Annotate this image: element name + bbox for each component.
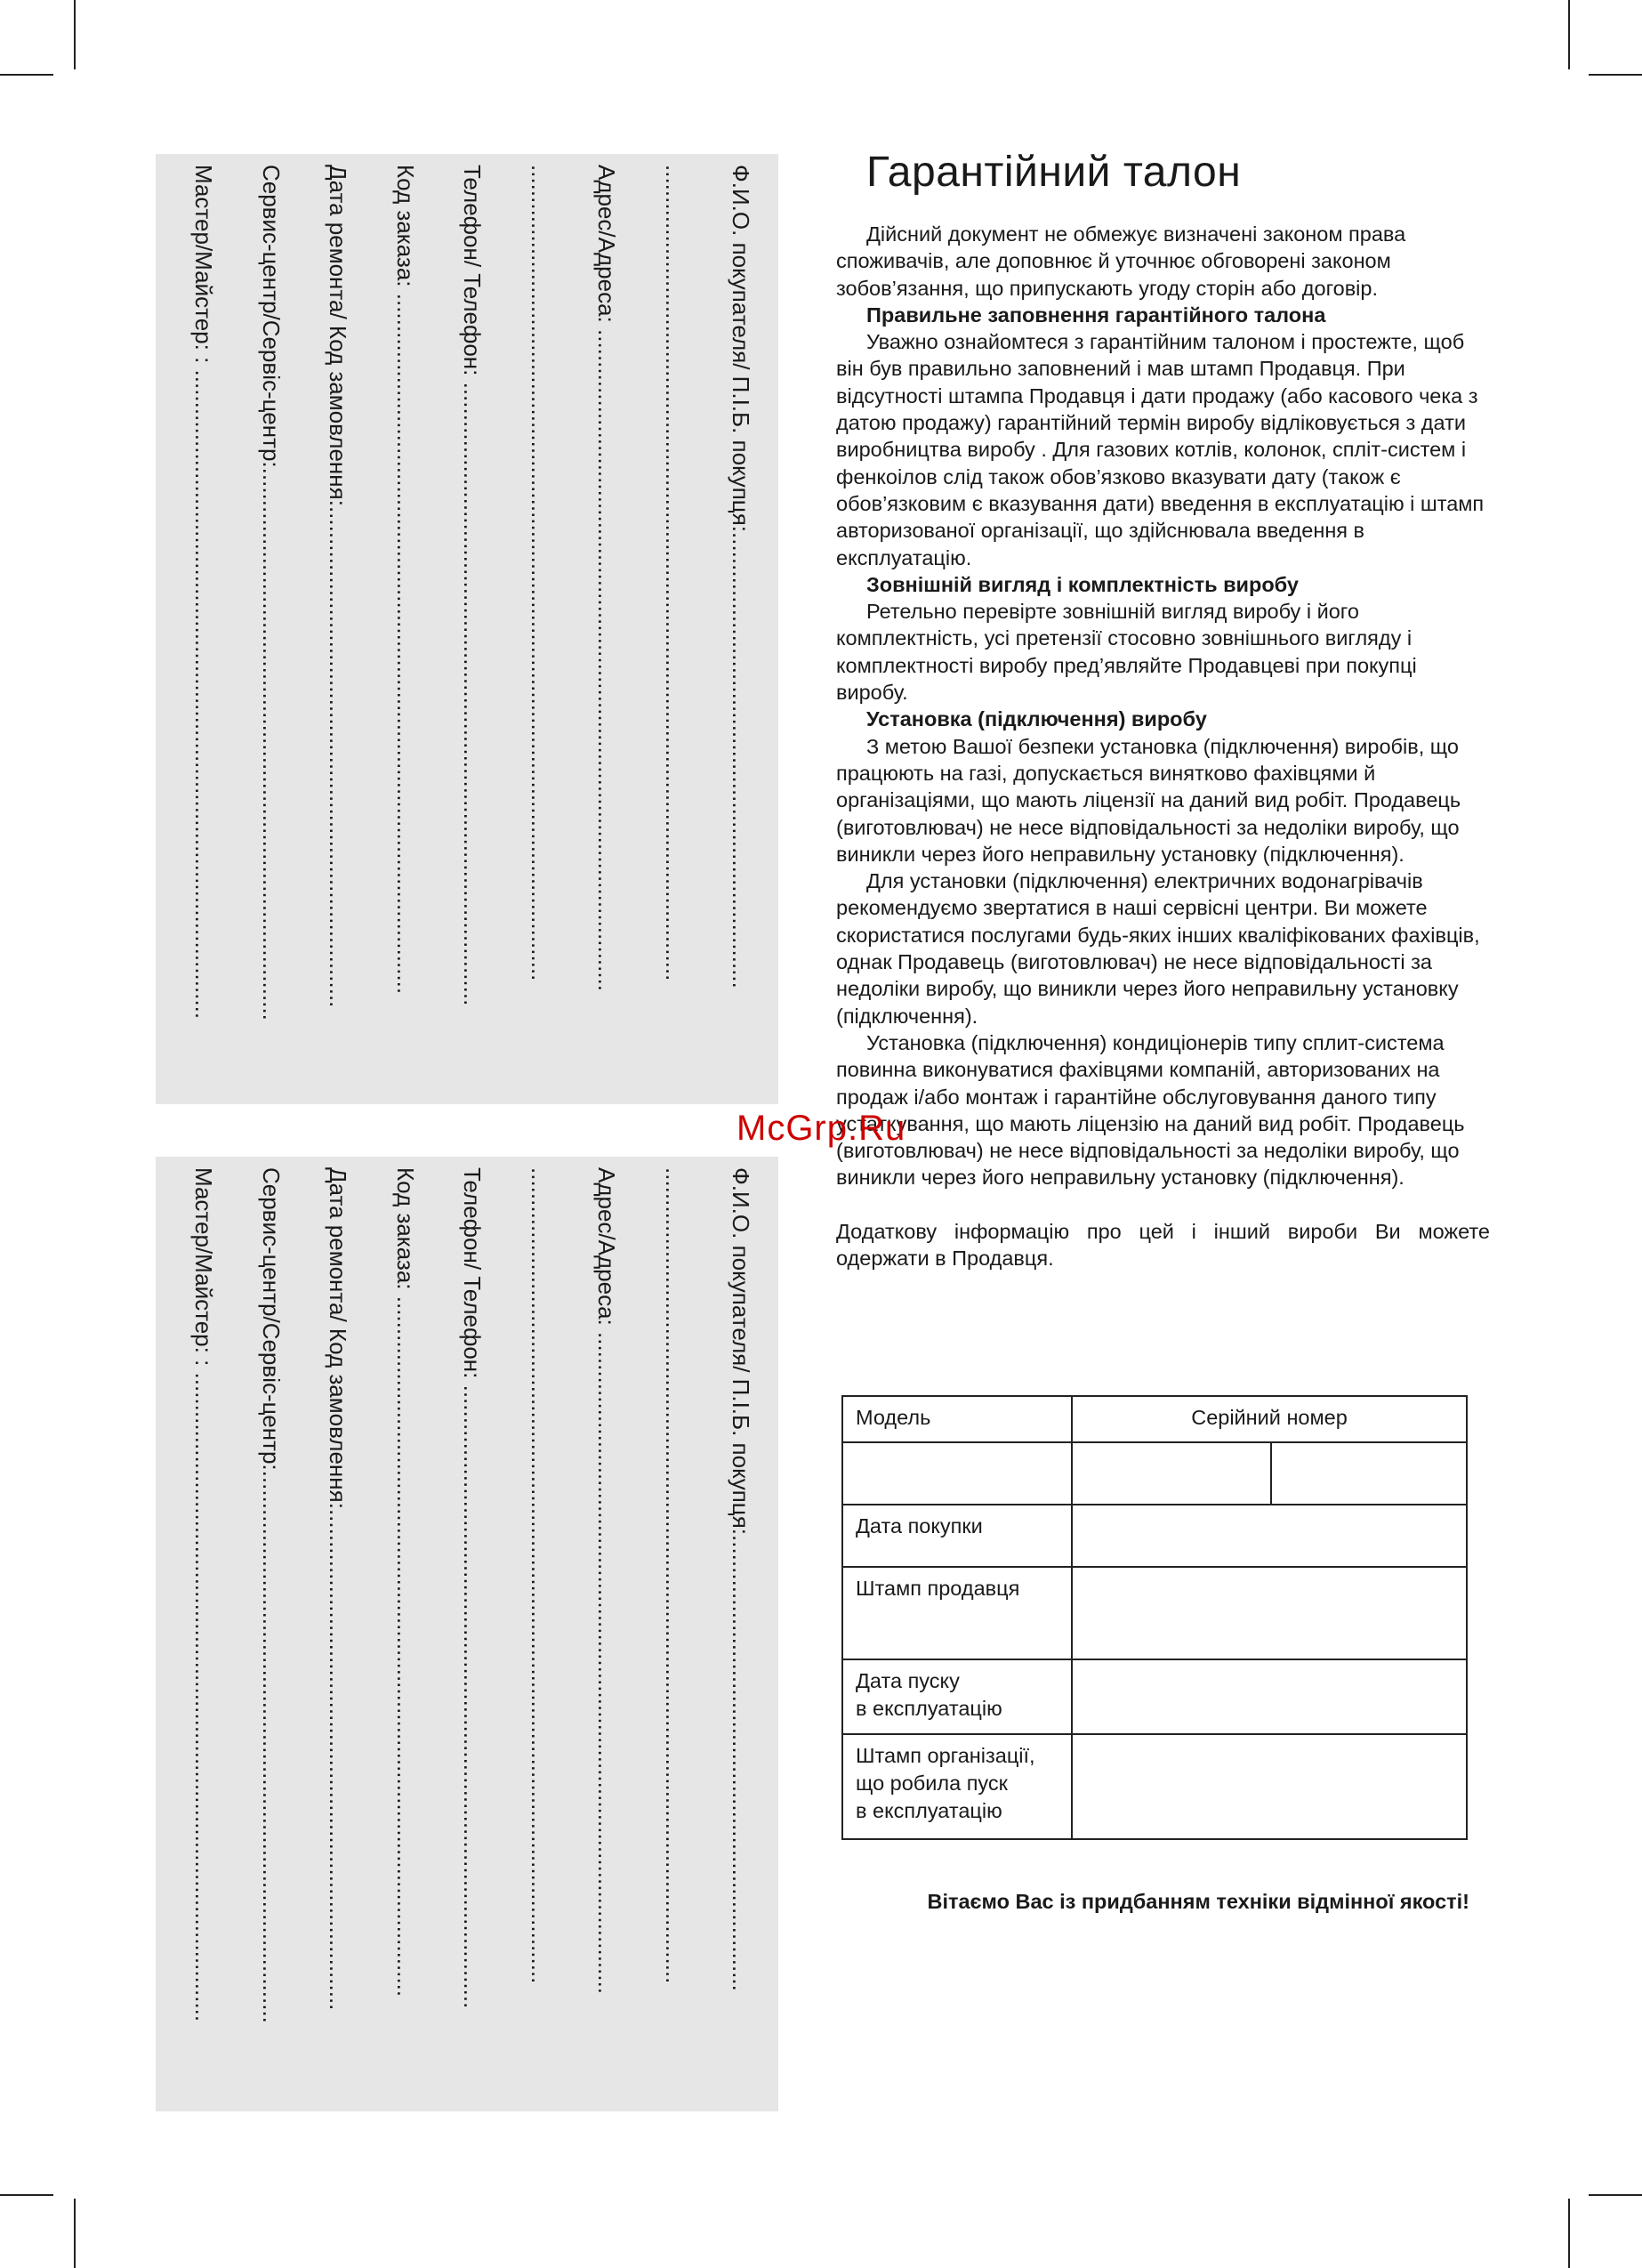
service-center-line: Сервис-центр/Сервіс-центр:...................................................................................... (258, 165, 285, 1021)
table-row (842, 1442, 1467, 1505)
seller-stamp-label: Штамп продавця (842, 1567, 1072, 1659)
master-line: Мастер/Майстер: : ..................................................................................................... (190, 1167, 217, 2022)
warranty-table (841, 1395, 1468, 1840)
ac-installation-paragraph: Установка (підключення) кондиціонерів типу сплит-система повинна виконуватися фахівцями компаній, авторизованих на продаж і/або монтаж і гарантійне обслуговування даного типу устаткування, що мають ліцензію на даний вид робіт. Продавець (виготовлювач) не несе відповідальності за недоліки виробу, що виникли через його неправильну установку (підключення). (836, 1030, 1465, 1190)
order-code-line: Код заказа: ............................................................................................................. (392, 165, 419, 995)
buyer-name-line: Ф.И.О. покупателя/ П.І.Б. покупця:....................................................................... (728, 1167, 754, 1991)
crop-mark (74, 2199, 76, 2268)
address-continuation-line: ............................................................................................................................... (527, 1167, 553, 1984)
buyer-name-continuation-line: ............................................................................................................................... (661, 165, 688, 981)
repair-date-line: Дата ремонта/ Код замовлення:.............................................................................. (325, 1167, 351, 2011)
warranty-text (836, 221, 1490, 1271)
crop-mark (0, 74, 53, 76)
address-continuation-line: ............................................................................................................................... (527, 165, 553, 981)
closing-greeting: Вітаємо Вас із придбанням техніки відмінної якості! (927, 1890, 1469, 1913)
start-date-field[interactable] (1072, 1659, 1467, 1734)
phone-line: Телефон/ Телефон: ................................................................................................. (459, 165, 486, 1006)
buyer-name-line: Ф.И.О. покупателя/ П.І.Б. покупця:....................................................................... (728, 165, 754, 989)
filling-paragraph: Уважно ознайомтеся з гарантійним талоном і простежте, щоб він був правильно заповнений і мав штамп Продавця. При відсутності штампа Продавця і дати продажу (або касового чека з датою продажу) гарантійний термін виробу відліковується з дати виробництва виробу . Для газових котлів, колонок, спліт-систем і фенкоілов слід також обов’язково вказувати дату (також є обов’язковим є вказування дати) введення в експлуатацію і штамп авторизованої організації, що здійснювала введення в експлуатацію. (836, 330, 1485, 569)
seller-stamp-field[interactable] (1072, 1567, 1467, 1659)
page-title: Гарантійний талон (866, 149, 1242, 196)
model-label: Модель (842, 1396, 1072, 1442)
table-row (842, 1505, 1467, 1567)
master-line: Мастер/Майстер: : ..................................................................................................... (190, 165, 217, 1020)
service-coupon-top (156, 154, 778, 1104)
model-field[interactable] (842, 1442, 1072, 1505)
purchase-date-field[interactable] (1072, 1505, 1467, 1567)
org-stamp-label-line: що робила пуск (856, 1772, 1008, 1795)
repair-date-line: Дата ремонта/ Код замовлення:.............................................................................. (325, 165, 351, 1008)
service-center-line: Сервис-центр/Сервіс-центр:...................................................................................... (258, 1167, 285, 2023)
appearance-paragraph: Ретельно перевірте зовнішній вигляд виробу і його комплектність, усі претензії стосовно зовнішнього вигляду і комплектності виробу пред’являйте Продавцеві при покупці виробу. (836, 600, 1417, 705)
start-date-label-line: в експлуатацію (856, 1697, 1002, 1720)
watermark: McGrp.Ru (736, 1109, 906, 1148)
org-stamp-label-line: в експлуатацію (856, 1799, 1002, 1822)
gas-installation-paragraph: З метою Вашої безпеки установка (підключення) виробів, що працюють на газі, допускається винятково фахівцями й організаціями, що мають ліцензії на даний вид робіт. Продавець (виготовлювач) не несе відповідальності за недоліки виробу, що виникли через його неправильну установку (підключення). (836, 734, 1461, 866)
serial-number-field-extra[interactable] (1271, 1442, 1467, 1505)
service-coupon-bottom (156, 1157, 778, 2111)
crop-mark (1589, 74, 1642, 76)
section-heading-installation: Установка (підключення) виробу (866, 707, 1207, 731)
table-row (842, 1734, 1467, 1839)
phone-line: Телефон/ Телефон: ................................................................................................. (459, 1167, 486, 2009)
section-heading-appearance: Зовнішній вигляд і комплектність виробу (866, 572, 1299, 596)
crop-mark (1568, 0, 1570, 69)
crop-mark (1589, 2194, 1642, 2196)
table-row (842, 1659, 1467, 1734)
section-heading-filling: Правильне заповнення гарантійного талона (866, 303, 1326, 327)
serial-number-label: Серійний номер (1072, 1396, 1467, 1442)
start-date-label-line: Дата пуску (856, 1669, 960, 1692)
buyer-name-continuation-line: ............................................................................................................................... (661, 1167, 688, 1984)
address-line: Адрес/Адреса: ....................................................................................................... (593, 165, 620, 992)
org-stamp-label (842, 1734, 1072, 1839)
serial-number-field[interactable] (1072, 1442, 1271, 1505)
start-date-label (842, 1659, 1072, 1734)
table-row (842, 1567, 1467, 1659)
org-stamp-label-line: Штамп організації, (856, 1744, 1035, 1767)
additional-info-paragraph: Додаткову інформацію про цей і інший вироби Ви можете одержати в Продавця. (836, 1219, 1490, 1270)
address-line: Адрес/Адреса: ....................................................................................................... (593, 1167, 620, 1995)
purchase-date-label: Дата покупки (842, 1505, 1072, 1567)
table-row (842, 1396, 1467, 1442)
order-code-line: Код заказа: ............................................................................................................. (392, 1167, 419, 1998)
intro-paragraph: Дійсний документ не обмежує визначені законом права споживачів, але доповнює й уточнює обговорені законом зобов’язання, що припускають угоду сторін або договір. (836, 222, 1406, 300)
crop-mark (0, 2194, 53, 2196)
org-stamp-field[interactable] (1072, 1734, 1467, 1839)
crop-mark (74, 0, 76, 69)
heater-installation-paragraph: Для установки (підключення) електричних водонагрівачів рекомендуємо звертатися в наші сервісні центри. Ви можете скористатися послугами будь-яких інших кваліфікованих фахівців, однак Продавець (виготовлювач) не несе відповідальності за недоліки виробу, що виникли через його неправильну установку (підключення). (836, 869, 1480, 1028)
crop-mark (1568, 2199, 1570, 2268)
